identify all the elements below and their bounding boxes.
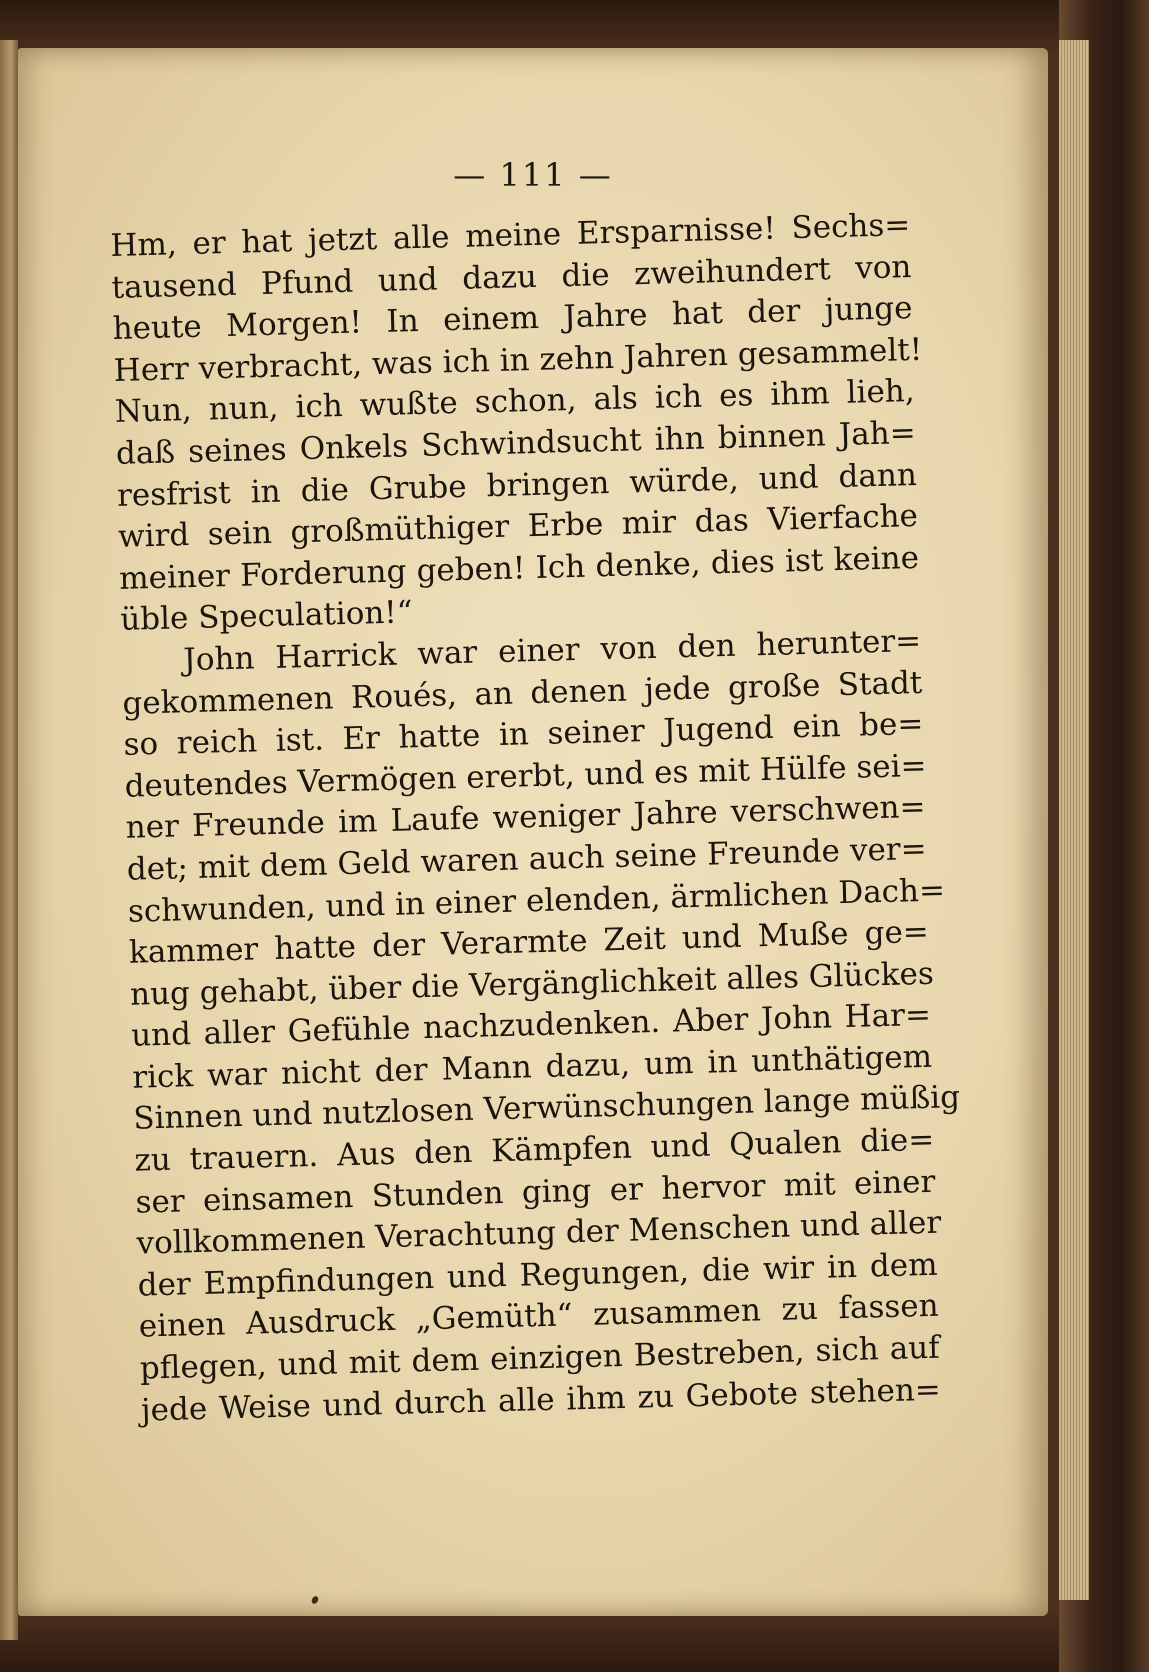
- text-line: nug gehabt, über die Vergänglichkeit alles Glückes: [129, 955, 935, 1013]
- book-cover-bottom: [0, 1612, 1149, 1672]
- text-line: det; mit dem Geld waren auch seine Freunde ver=: [126, 830, 928, 888]
- text-line: ner Freunde im Laufe weniger Jahre verschwen=: [125, 789, 926, 847]
- text-line: so reich ist. Er hatte in seiner Jugend ein be=: [123, 706, 924, 763]
- text-line: üble Speculation!“: [119, 594, 414, 639]
- text-line: deutendes Vermögen ererbt, und es mit Hülfe sei=: [124, 747, 927, 805]
- text-line: vollkommenen Verachtung der Menschen und aller: [136, 1204, 942, 1262]
- text-line: tausend Pfund und dazu die zweihundert von: [111, 248, 912, 306]
- text-line: daß seines Onkels Schwindsucht ihn binnen Jah=: [115, 414, 917, 472]
- page-stack-edge: [1059, 40, 1089, 1600]
- text-line: gekommenen Roués, an denen jede große Stadt: [122, 664, 923, 722]
- text-line: Herr verbracht, was ich in zehn Jahren gesammelt!: [113, 331, 923, 389]
- ink-speck: [310, 1595, 319, 1605]
- text-line: John Harrick war einer von den herunter=: [182, 622, 922, 679]
- text-line: zu trauern. Aus den Kämpfen und Qualen die=: [134, 1121, 935, 1179]
- text-line: resfrist in die Grube bringen würde, und dann: [116, 456, 918, 514]
- text-line: meiner Forderung geben! Ich denke, dies ist keine: [118, 539, 920, 597]
- page-number: — 111 —: [453, 156, 613, 194]
- text-line: Sinnen und nutzlosen Verwünschungen lange müßig: [132, 1079, 961, 1138]
- text-line: kammer hatte der Verarmte Zeit und Muße ge=: [128, 913, 930, 971]
- text-line: rick war nicht der Mann dazu, um in unthätigem: [131, 1038, 933, 1096]
- text-line: ser einsamen Stunden ging er hervor mit einer: [135, 1163, 936, 1221]
- text-line: wird sein großmüthiger Erbe mir das Vierfache: [117, 498, 919, 556]
- text-line: schwunden, und in einer elenden, ärmlichen Dach=: [127, 871, 946, 930]
- text-line: und aller Gefühle nachzudenken. Aber John Har=: [130, 997, 932, 1054]
- text-line: der Empfindungen und Regungen, die wir in dem: [137, 1246, 938, 1304]
- text-line: heute Morgen! In einem Jahre hat der junge: [112, 290, 913, 348]
- page-text: [110, 205, 961, 1432]
- text-line: pflegen, und mit dem einzigen Bestreben, sich auf: [139, 1329, 941, 1387]
- facing-page-edge: [0, 40, 18, 1640]
- text-line: einen Ausdruck „Gemüth“ zusammen zu fassen: [138, 1288, 940, 1346]
- book-page: [18, 48, 1048, 1616]
- text-line: Hm, er hat jetzt alle meine Ersparnisse! Sechs=: [110, 207, 911, 264]
- text-line: Nun, nun, ich wußte schon, als ich es ihm lieh,: [114, 373, 916, 431]
- book-cover-top: [0, 0, 1149, 52]
- text-line: jede Weise und durch alle ihm zu Gebote stehen=: [140, 1371, 942, 1429]
